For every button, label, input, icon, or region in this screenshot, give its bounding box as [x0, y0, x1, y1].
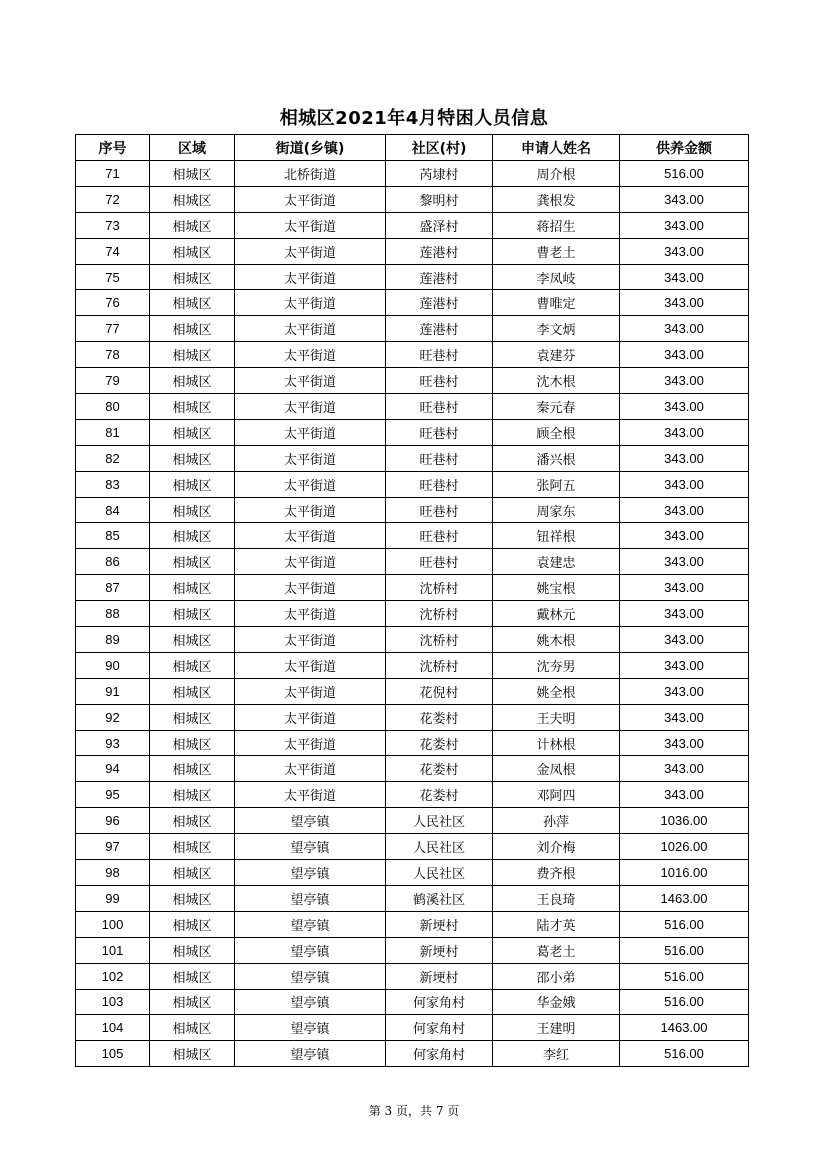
cell-district: 相城区 — [150, 368, 235, 394]
cell-amount: 343.00 — [620, 186, 749, 212]
cell-district: 相城区 — [150, 161, 235, 187]
table-row — [76, 756, 749, 782]
cell-district: 相城区 — [150, 394, 235, 420]
cell-applicant: 潘兴根 — [493, 445, 620, 471]
table-row — [76, 264, 749, 290]
cell-community: 莲港村 — [386, 290, 493, 316]
cell-district: 相城区 — [150, 989, 235, 1015]
table-row — [76, 161, 749, 187]
cell-index: 75 — [76, 264, 150, 290]
table-row — [76, 1041, 749, 1067]
cell-amount: 516.00 — [620, 989, 749, 1015]
cell-district: 相城区 — [150, 911, 235, 937]
cell-district: 相城区 — [150, 885, 235, 911]
cell-community: 何家角村 — [386, 989, 493, 1015]
cell-community: 花娄村 — [386, 730, 493, 756]
cell-index: 96 — [76, 808, 150, 834]
table-row — [76, 808, 749, 834]
cell-index: 77 — [76, 316, 150, 342]
cell-index: 87 — [76, 575, 150, 601]
cell-index: 95 — [76, 782, 150, 808]
cell-amount: 343.00 — [620, 471, 749, 497]
roster-table — [75, 134, 749, 1067]
cell-amount: 343.00 — [620, 678, 749, 704]
cell-community: 盛泽村 — [386, 212, 493, 238]
cell-district: 相城区 — [150, 290, 235, 316]
cell-applicant: 戴林元 — [493, 601, 620, 627]
table-row — [76, 911, 749, 937]
cell-index: 98 — [76, 860, 150, 886]
cell-amount: 343.00 — [620, 445, 749, 471]
cell-amount: 343.00 — [620, 419, 749, 445]
cell-community: 花倪村 — [386, 678, 493, 704]
cell-street: 望亭镇 — [235, 911, 386, 937]
cell-applicant: 李红 — [493, 1041, 620, 1067]
cell-index: 91 — [76, 678, 150, 704]
cell-index: 97 — [76, 834, 150, 860]
cell-applicant: 孙萍 — [493, 808, 620, 834]
cell-index: 71 — [76, 161, 150, 187]
cell-street: 太平街道 — [235, 264, 386, 290]
column-header-district: 区域 — [150, 135, 235, 161]
cell-district: 相城区 — [150, 860, 235, 886]
cell-applicant: 王夫明 — [493, 704, 620, 730]
cell-applicant: 王建明 — [493, 1015, 620, 1041]
table-row — [76, 1015, 749, 1041]
cell-index: 92 — [76, 704, 150, 730]
cell-applicant: 王良琦 — [493, 885, 620, 911]
cell-street: 太平街道 — [235, 368, 386, 394]
cell-district: 相城区 — [150, 238, 235, 264]
cell-street: 太平街道 — [235, 238, 386, 264]
cell-applicant: 曹老土 — [493, 238, 620, 264]
cell-applicant: 葛老土 — [493, 937, 620, 963]
cell-district: 相城区 — [150, 549, 235, 575]
cell-amount: 516.00 — [620, 937, 749, 963]
cell-index: 90 — [76, 652, 150, 678]
cell-applicant: 沈木根 — [493, 368, 620, 394]
cell-index: 78 — [76, 342, 150, 368]
cell-district: 相城区 — [150, 264, 235, 290]
cell-amount: 343.00 — [620, 342, 749, 368]
cell-district: 相城区 — [150, 1041, 235, 1067]
table-row — [76, 627, 749, 653]
cell-applicant: 秦元春 — [493, 394, 620, 420]
cell-applicant: 姚全根 — [493, 678, 620, 704]
cell-street: 太平街道 — [235, 627, 386, 653]
cell-district: 相城区 — [150, 212, 235, 238]
cell-applicant: 周家东 — [493, 497, 620, 523]
cell-street: 太平街道 — [235, 394, 386, 420]
table-row — [76, 394, 749, 420]
table-row — [76, 937, 749, 963]
cell-amount: 1026.00 — [620, 834, 749, 860]
cell-street: 太平街道 — [235, 342, 386, 368]
cell-index: 103 — [76, 989, 150, 1015]
cell-district: 相城区 — [150, 316, 235, 342]
cell-community: 旺巷村 — [386, 368, 493, 394]
table-header-row — [76, 135, 749, 161]
cell-district: 相城区 — [150, 627, 235, 653]
table-row — [76, 290, 749, 316]
cell-community: 人民社区 — [386, 834, 493, 860]
cell-street: 望亭镇 — [235, 937, 386, 963]
table-row — [76, 860, 749, 886]
cell-amount: 343.00 — [620, 394, 749, 420]
table-row — [76, 497, 749, 523]
cell-district: 相城区 — [150, 678, 235, 704]
cell-index: 88 — [76, 601, 150, 627]
cell-district: 相城区 — [150, 808, 235, 834]
table-row — [76, 963, 749, 989]
cell-applicant: 钮祥根 — [493, 523, 620, 549]
table-row — [76, 678, 749, 704]
cell-index: 85 — [76, 523, 150, 549]
cell-community: 旺巷村 — [386, 523, 493, 549]
cell-street: 望亭镇 — [235, 808, 386, 834]
cell-street: 太平街道 — [235, 601, 386, 627]
document-title: 相城区2021年4月特困人员信息 — [279, 108, 549, 129]
cell-index: 82 — [76, 445, 150, 471]
table-row — [76, 316, 749, 342]
cell-amount: 1036.00 — [620, 808, 749, 834]
cell-community: 旺巷村 — [386, 549, 493, 575]
cell-street: 望亭镇 — [235, 1015, 386, 1041]
cell-community: 莲港村 — [386, 316, 493, 342]
cell-applicant: 费齐根 — [493, 860, 620, 886]
cell-index: 104 — [76, 1015, 150, 1041]
cell-amount: 343.00 — [620, 730, 749, 756]
table-row — [76, 730, 749, 756]
cell-street: 望亭镇 — [235, 963, 386, 989]
cell-district: 相城区 — [150, 756, 235, 782]
cell-district: 相城区 — [150, 652, 235, 678]
table-row — [76, 342, 749, 368]
cell-index: 84 — [76, 497, 150, 523]
cell-district: 相城区 — [150, 601, 235, 627]
cell-index: 81 — [76, 419, 150, 445]
cell-community: 鹤溪社区 — [386, 885, 493, 911]
cell-street: 望亭镇 — [235, 989, 386, 1015]
table-body — [76, 161, 749, 1067]
cell-community: 旺巷村 — [386, 342, 493, 368]
cell-amount: 343.00 — [620, 264, 749, 290]
cell-community: 新埂村 — [386, 963, 493, 989]
cell-amount: 343.00 — [620, 627, 749, 653]
cell-district: 相城区 — [150, 782, 235, 808]
table-row — [76, 445, 749, 471]
cell-index: 80 — [76, 394, 150, 420]
cell-amount: 1463.00 — [620, 885, 749, 911]
cell-index: 99 — [76, 885, 150, 911]
cell-amount: 343.00 — [620, 238, 749, 264]
column-header-community: 社区(村) — [386, 135, 493, 161]
column-header-amount: 供养金额 — [620, 135, 749, 161]
cell-street: 太平街道 — [235, 316, 386, 342]
cell-community: 花娄村 — [386, 782, 493, 808]
cell-district: 相城区 — [150, 963, 235, 989]
cell-amount: 343.00 — [620, 782, 749, 808]
table-row — [76, 212, 749, 238]
cell-amount: 343.00 — [620, 316, 749, 342]
cell-amount: 343.00 — [620, 497, 749, 523]
cell-index: 86 — [76, 549, 150, 575]
cell-community: 芮埭村 — [386, 161, 493, 187]
cell-street: 太平街道 — [235, 186, 386, 212]
cell-street: 太平街道 — [235, 212, 386, 238]
cell-community: 旺巷村 — [386, 497, 493, 523]
cell-index: 73 — [76, 212, 150, 238]
cell-applicant: 李文炳 — [493, 316, 620, 342]
cell-district: 相城区 — [150, 834, 235, 860]
table-row — [76, 575, 749, 601]
cell-index: 83 — [76, 471, 150, 497]
cell-street: 望亭镇 — [235, 860, 386, 886]
cell-applicant: 沈夯男 — [493, 652, 620, 678]
cell-applicant: 顾全根 — [493, 419, 620, 445]
table-row — [76, 186, 749, 212]
table-row — [76, 238, 749, 264]
cell-applicant: 李凤岐 — [493, 264, 620, 290]
cell-amount: 516.00 — [620, 963, 749, 989]
cell-community: 人民社区 — [386, 860, 493, 886]
cell-amount: 343.00 — [620, 212, 749, 238]
column-header-applicant: 申请人姓名 — [493, 135, 620, 161]
cell-community: 旺巷村 — [386, 471, 493, 497]
cell-applicant: 姚木根 — [493, 627, 620, 653]
cell-community: 莲港村 — [386, 264, 493, 290]
cell-amount: 343.00 — [620, 652, 749, 678]
cell-street: 太平街道 — [235, 549, 386, 575]
cell-street: 太平街道 — [235, 782, 386, 808]
table-row — [76, 368, 749, 394]
cell-applicant: 华金娥 — [493, 989, 620, 1015]
cell-street: 太平街道 — [235, 704, 386, 730]
cell-street: 太平街道 — [235, 652, 386, 678]
cell-district: 相城区 — [150, 497, 235, 523]
cell-community: 旺巷村 — [386, 445, 493, 471]
cell-district: 相城区 — [150, 730, 235, 756]
table-row — [76, 989, 749, 1015]
cell-community: 沈桥村 — [386, 575, 493, 601]
cell-community: 旺巷村 — [386, 419, 493, 445]
cell-community: 沈桥村 — [386, 627, 493, 653]
cell-community: 沈桥村 — [386, 601, 493, 627]
cell-applicant: 姚宝根 — [493, 575, 620, 601]
cell-street: 太平街道 — [235, 730, 386, 756]
cell-applicant: 袁建芬 — [493, 342, 620, 368]
cell-amount: 1016.00 — [620, 860, 749, 886]
cell-community: 人民社区 — [386, 808, 493, 834]
cell-applicant: 计林根 — [493, 730, 620, 756]
cell-street: 太平街道 — [235, 523, 386, 549]
cell-district: 相城区 — [150, 445, 235, 471]
table-row — [76, 523, 749, 549]
cell-applicant: 龚根发 — [493, 186, 620, 212]
cell-street: 太平街道 — [235, 756, 386, 782]
column-header-index: 序号 — [76, 135, 150, 161]
cell-amount: 343.00 — [620, 290, 749, 316]
page-footer: 第 3 页，共 7 页 — [368, 1104, 460, 1118]
cell-index: 101 — [76, 937, 150, 963]
cell-applicant: 邵小弟 — [493, 963, 620, 989]
cell-district: 相城区 — [150, 419, 235, 445]
table-row — [76, 601, 749, 627]
cell-district: 相城区 — [150, 342, 235, 368]
table-row — [76, 782, 749, 808]
cell-amount: 343.00 — [620, 549, 749, 575]
cell-street: 太平街道 — [235, 497, 386, 523]
table-row — [76, 471, 749, 497]
cell-street: 望亭镇 — [235, 1041, 386, 1067]
cell-community: 新埂村 — [386, 911, 493, 937]
cell-amount: 343.00 — [620, 601, 749, 627]
cell-index: 94 — [76, 756, 150, 782]
cell-street: 太平街道 — [235, 445, 386, 471]
cell-applicant: 张阿五 — [493, 471, 620, 497]
cell-community: 沈桥村 — [386, 652, 493, 678]
table-row — [76, 652, 749, 678]
cell-street: 太平街道 — [235, 290, 386, 316]
cell-community: 何家角村 — [386, 1015, 493, 1041]
cell-applicant: 袁建忠 — [493, 549, 620, 575]
cell-community: 花娄村 — [386, 756, 493, 782]
cell-community: 花娄村 — [386, 704, 493, 730]
cell-index: 105 — [76, 1041, 150, 1067]
cell-community: 新埂村 — [386, 937, 493, 963]
cell-street: 望亭镇 — [235, 885, 386, 911]
cell-applicant: 曹唯定 — [493, 290, 620, 316]
table-row — [76, 419, 749, 445]
cell-street: 北桥街道 — [235, 161, 386, 187]
cell-index: 76 — [76, 290, 150, 316]
cell-street: 望亭镇 — [235, 834, 386, 860]
cell-district: 相城区 — [150, 937, 235, 963]
cell-street: 太平街道 — [235, 678, 386, 704]
cell-amount: 516.00 — [620, 911, 749, 937]
cell-applicant: 金凤根 — [493, 756, 620, 782]
table-row — [76, 834, 749, 860]
cell-district: 相城区 — [150, 1015, 235, 1041]
cell-applicant: 蒋招生 — [493, 212, 620, 238]
cell-district: 相城区 — [150, 471, 235, 497]
cell-community: 何家角村 — [386, 1041, 493, 1067]
cell-index: 100 — [76, 911, 150, 937]
cell-community: 旺巷村 — [386, 394, 493, 420]
cell-community: 黎明村 — [386, 186, 493, 212]
cell-applicant: 邓阿四 — [493, 782, 620, 808]
cell-district: 相城区 — [150, 575, 235, 601]
cell-applicant: 陆才英 — [493, 911, 620, 937]
cell-amount: 343.00 — [620, 368, 749, 394]
cell-district: 相城区 — [150, 704, 235, 730]
cell-street: 太平街道 — [235, 419, 386, 445]
cell-street: 太平街道 — [235, 575, 386, 601]
cell-amount: 343.00 — [620, 575, 749, 601]
cell-index: 93 — [76, 730, 150, 756]
cell-amount: 1463.00 — [620, 1015, 749, 1041]
cell-district: 相城区 — [150, 523, 235, 549]
cell-amount: 343.00 — [620, 756, 749, 782]
cell-amount: 343.00 — [620, 704, 749, 730]
table-row — [76, 704, 749, 730]
cell-amount: 343.00 — [620, 523, 749, 549]
cell-index: 102 — [76, 963, 150, 989]
cell-amount: 516.00 — [620, 161, 749, 187]
table-row — [76, 885, 749, 911]
column-header-street: 街道(乡镇) — [235, 135, 386, 161]
cell-amount: 516.00 — [620, 1041, 749, 1067]
cell-index: 89 — [76, 627, 150, 653]
cell-community: 莲港村 — [386, 238, 493, 264]
cell-district: 相城区 — [150, 186, 235, 212]
cell-applicant: 周介根 — [493, 161, 620, 187]
cell-index: 72 — [76, 186, 150, 212]
cell-street: 太平街道 — [235, 471, 386, 497]
cell-index: 79 — [76, 368, 150, 394]
cell-index: 74 — [76, 238, 150, 264]
table-row — [76, 549, 749, 575]
cell-applicant: 刘介梅 — [493, 834, 620, 860]
